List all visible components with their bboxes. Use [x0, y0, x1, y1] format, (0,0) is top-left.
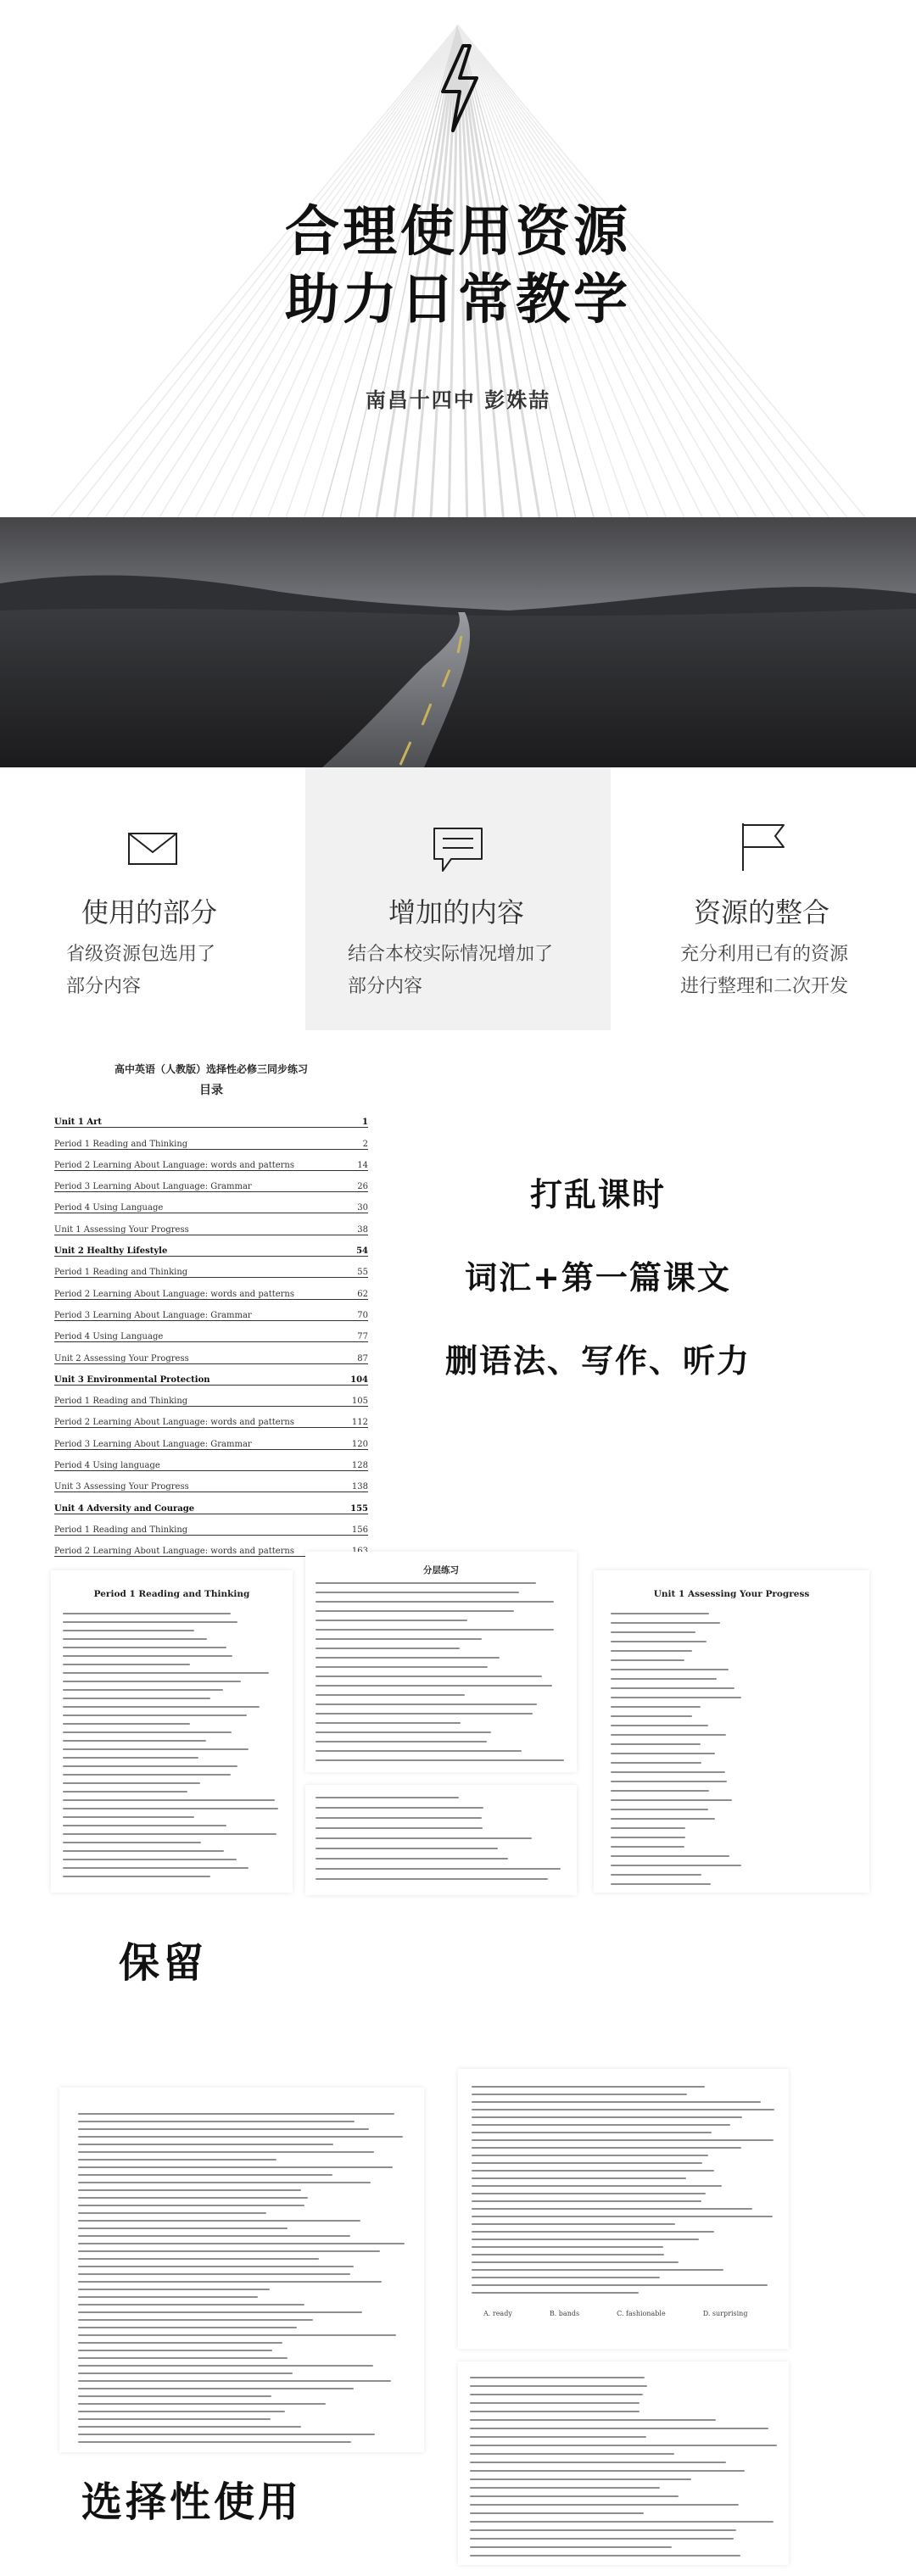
answer-option: A. ready — [483, 2310, 512, 2317]
feature-title: 资源的整合 — [694, 896, 830, 928]
text-line-placeholder — [470, 2555, 740, 2556]
text-line-placeholder — [63, 1731, 232, 1733]
features-section — [0, 767, 916, 1039]
feature-desc-line2: 进行整理和二次开发 — [680, 976, 849, 997]
text-line-placeholder — [470, 2428, 768, 2429]
text-line-placeholder — [78, 2434, 375, 2435]
text-line-placeholder — [316, 1759, 564, 1761]
text-line-placeholder — [470, 2495, 679, 2497]
text-line-placeholder — [78, 2380, 391, 2382]
text-line-placeholder — [611, 1818, 715, 1820]
text-line-placeholder — [78, 2182, 371, 2183]
worksheet-page-layered — [305, 1552, 577, 1772]
toc-row-page: 104 — [350, 1374, 368, 1385]
toc-row-page: 105 — [351, 1397, 368, 1407]
text-line-placeholder — [472, 2185, 722, 2187]
toc-row — [54, 1107, 368, 1128]
text-line-placeholder — [472, 2239, 699, 2240]
text-line-placeholder — [63, 1765, 237, 1767]
answer-options-row — [483, 2308, 747, 2319]
road-photo — [0, 517, 916, 767]
toc-row-label: Period 1 Reading and Thinking — [54, 1268, 188, 1278]
text-line-placeholder — [472, 2094, 687, 2095]
toc-row-page: 70 — [357, 1310, 368, 1320]
text-line-placeholder — [78, 2395, 271, 2397]
worksheet-page-layered-2 — [305, 1785, 577, 1895]
text-line-placeholder — [472, 2216, 773, 2217]
text-line-placeholder — [611, 1659, 684, 1661]
text-line-placeholder — [78, 2266, 354, 2267]
text-line-placeholder — [63, 1842, 201, 1843]
text-line-placeholder — [78, 2350, 272, 2351]
text-line-placeholder — [78, 2212, 266, 2214]
toc-document-title: 高中英语（人教版）选择性必修三同步练习 — [114, 1063, 308, 1075]
text-line-placeholder — [63, 1638, 207, 1640]
toc-row-label: Unit 1 Assessing Your Progress — [54, 1224, 189, 1235]
text-line-placeholder — [78, 2311, 362, 2313]
toc-row — [54, 1492, 368, 1514]
text-line-placeholder — [63, 1664, 190, 1665]
toc-row — [54, 1128, 368, 1149]
toc-row-label: Period 3 Learning About Language: Grammar — [54, 1439, 252, 1449]
toc-row-label: Period 3 Learning About Language: Grammar — [54, 1182, 252, 1192]
feature-resource-integration — [611, 767, 899, 1030]
hero-author: 南昌十四中 彭姝喆 — [365, 388, 551, 412]
text-line-placeholder — [316, 1703, 537, 1705]
text-line-placeholder — [63, 1825, 226, 1826]
text-line-placeholder — [472, 2193, 706, 2194]
answer-option: C. fashionable — [617, 2310, 666, 2317]
text-line-placeholder — [316, 1666, 488, 1668]
text-line-placeholder — [611, 1753, 715, 1754]
text-line-placeholder — [472, 2231, 714, 2233]
hero-section — [0, 0, 916, 517]
text-line-placeholder — [78, 2342, 282, 2344]
toc-row-label: Unit 1 Art — [54, 1118, 102, 1128]
toc-row-label: Period 2 Learning About Language: words and patterns — [54, 1547, 294, 1557]
text-line-placeholder — [78, 2189, 301, 2191]
lightning-bolt-icon — [438, 44, 482, 132]
text-line-placeholder — [470, 2377, 645, 2378]
text-line-placeholder — [611, 1799, 732, 1801]
text-line-placeholder — [63, 1715, 247, 1716]
toc-row — [54, 1321, 368, 1342]
bullet-vocab-first-text: 词汇+第一篇课文 — [465, 1259, 731, 1296]
toc-document — [54, 1062, 368, 1557]
toc-row-label: Period 1 Reading and Thinking — [54, 1525, 188, 1535]
text-line-placeholder — [316, 1750, 522, 1752]
table-of-contents-section — [0, 1043, 916, 1557]
feature-desc-line1: 充分利用已有的资源 — [680, 944, 849, 965]
text-line-placeholder — [78, 2136, 403, 2138]
selective-use-section — [0, 2069, 916, 2576]
toc-row — [54, 1278, 368, 1299]
text-line-placeholder — [611, 1622, 720, 1624]
toc-row-page: 155 — [350, 1503, 368, 1514]
text-line-placeholder — [63, 1867, 249, 1869]
text-line-placeholder — [316, 1592, 519, 1593]
text-line-placeholder — [63, 1791, 187, 1793]
text-line-placeholder — [472, 2109, 774, 2110]
text-line-placeholder — [611, 1837, 685, 1838]
text-line-placeholder — [316, 1848, 498, 1849]
toc-row-label: Period 4 Using language — [54, 1461, 160, 1471]
text-line-placeholder — [63, 1740, 206, 1742]
toc-row-page: 62 — [357, 1289, 368, 1299]
text-line-placeholder — [78, 2250, 380, 2252]
text-line-placeholder — [316, 1797, 459, 1798]
text-line-placeholder — [472, 2254, 664, 2255]
text-line-placeholder — [470, 2411, 640, 2412]
text-line-placeholder — [63, 1689, 223, 1691]
toc-row-page: 120 — [351, 1439, 368, 1449]
text-line-placeholder — [470, 2419, 716, 2421]
toc-row — [54, 1171, 368, 1192]
text-line-placeholder — [78, 2113, 394, 2115]
text-line-placeholder — [78, 2144, 333, 2145]
worksheet-page-title: 分层练习 — [423, 1565, 459, 1575]
text-line-placeholder — [472, 2177, 686, 2179]
toc-row-label: Period 4 Using Language — [54, 1203, 164, 1213]
toc-row — [54, 1213, 368, 1235]
text-line-placeholder — [472, 2261, 679, 2263]
answer-grid-page — [458, 2361, 789, 2565]
text-line-placeholder — [470, 2529, 736, 2531]
text-line-placeholder — [316, 1648, 460, 1649]
text-line-placeholder — [63, 1681, 241, 1682]
text-line-placeholder — [78, 2235, 350, 2237]
reading-passage-page — [59, 2088, 424, 2452]
text-line-placeholder — [78, 2418, 271, 2420]
toc-row-label: Period 2 Learning About Language: words and patterns — [54, 1418, 294, 1428]
toc-row-label: Unit 2 Healthy Lifestyle — [54, 1246, 168, 1257]
text-line-placeholder — [611, 1874, 701, 1876]
toc-row-label: Unit 3 Environmental Protection — [54, 1374, 210, 1385]
feature-desc-line2: 部分内容 — [66, 976, 142, 997]
text-line-placeholder — [611, 1883, 711, 1885]
text-line-placeholder — [472, 2269, 723, 2271]
text-line-placeholder — [63, 1816, 194, 1818]
text-line-placeholder — [470, 2436, 646, 2438]
text-line-placeholder — [611, 1809, 708, 1810]
text-line-placeholder — [78, 2334, 396, 2336]
text-line-placeholder — [316, 1638, 482, 1640]
toc-row-page: 26 — [357, 1182, 368, 1192]
text-line-placeholder — [611, 1827, 685, 1829]
text-line-placeholder — [63, 1757, 198, 1759]
selective-use-label: 选择性使用 — [81, 2478, 303, 2526]
text-line-placeholder — [63, 1630, 194, 1631]
text-line-placeholder — [78, 2128, 369, 2130]
cloze-passage-page — [458, 2069, 789, 2349]
text-line-placeholder — [63, 1859, 237, 1860]
text-line-placeholder — [316, 1620, 467, 1621]
text-line-placeholder — [316, 1713, 533, 1715]
text-line-placeholder — [611, 1631, 695, 1633]
toc-row-label: Period 2 Learning About Language: words and patterns — [54, 1160, 294, 1170]
text-line-placeholder — [78, 2281, 382, 2283]
text-line-placeholder — [78, 2426, 301, 2428]
text-line-placeholder — [78, 2159, 276, 2161]
text-line-placeholder — [472, 2208, 752, 2210]
text-line-placeholder — [472, 2246, 663, 2248]
toc-row-page: 112 — [351, 1418, 368, 1428]
text-line-placeholder — [316, 1868, 561, 1870]
toc-row-label: Period 2 Learning About Language: words and patterns — [54, 1289, 294, 1299]
text-line-placeholder — [78, 2289, 270, 2290]
text-line-placeholder — [611, 1790, 709, 1792]
text-line-placeholder — [78, 2166, 393, 2168]
text-line-placeholder — [63, 1850, 224, 1852]
toc-row — [54, 1471, 368, 1492]
feature-desc-line1: 省级资源包选用了 — [66, 944, 216, 965]
toc-row — [54, 1428, 368, 1449]
text-line-placeholder — [316, 1610, 514, 1612]
text-line-placeholder — [78, 2220, 360, 2222]
text-line-placeholder — [316, 1685, 552, 1687]
text-line-placeholder — [316, 1827, 483, 1829]
text-line-placeholder — [470, 2470, 745, 2472]
text-line-placeholder — [470, 2504, 739, 2506]
text-line-placeholder — [470, 2546, 672, 2548]
worksheet-page-assessing — [594, 1570, 869, 1893]
text-line-placeholder — [316, 1629, 554, 1631]
text-line-placeholder — [316, 1676, 542, 1677]
text-line-placeholder — [63, 1876, 210, 1877]
text-line-placeholder — [316, 1731, 491, 1733]
toc-row — [54, 1450, 368, 1471]
toc-row-label: Period 4 Using Language — [54, 1332, 164, 1342]
text-line-placeholder — [611, 1613, 709, 1614]
text-line-placeholder — [316, 1807, 483, 1809]
text-line-placeholder — [470, 2402, 640, 2404]
bullet-shuffle-periods: 打乱课时 — [529, 1176, 666, 1213]
text-line-placeholder — [316, 1722, 461, 1724]
toc-row-page: 55 — [357, 1268, 368, 1278]
text-line-placeholder — [470, 2445, 777, 2446]
text-line-placeholder — [63, 1706, 260, 1708]
text-line-placeholder — [611, 1762, 701, 1764]
envelope-icon — [127, 832, 178, 866]
text-line-placeholder — [316, 1582, 536, 1584]
text-line-placeholder — [78, 2327, 297, 2328]
toc-row — [54, 1235, 368, 1257]
text-line-placeholder — [78, 2403, 326, 2405]
text-line-placeholder — [472, 2284, 768, 2286]
text-line-placeholder — [78, 2205, 304, 2206]
text-line-placeholder — [78, 2388, 354, 2389]
text-line-placeholder — [472, 2162, 702, 2164]
text-line-placeholder — [78, 2151, 374, 2153]
toc-row — [54, 1386, 368, 1407]
flag-icon — [740, 822, 787, 873]
toc-row-label: Period 3 Learning About Language: Grammar — [54, 1310, 252, 1320]
hero-title-line2: 助力日常教学 — [285, 268, 631, 332]
text-line-placeholder — [78, 2365, 373, 2367]
text-line-placeholder — [611, 1687, 734, 1689]
toc-row-page: 1 — [362, 1118, 368, 1128]
text-line-placeholder — [63, 1774, 231, 1776]
text-line-placeholder — [470, 2538, 734, 2540]
worksheet-retained-section — [0, 1526, 916, 2077]
text-line-placeholder — [316, 1657, 500, 1659]
text-line-placeholder — [472, 2170, 714, 2172]
toc-row-page: 14 — [357, 1160, 368, 1170]
text-line-placeholder — [78, 2243, 405, 2244]
text-line-placeholder — [78, 2228, 288, 2229]
text-line-placeholder — [472, 2147, 741, 2149]
toc-row — [54, 1192, 368, 1213]
toc-row-label: Period 1 Reading and Thinking — [54, 1139, 188, 1149]
text-line-placeholder — [611, 1734, 726, 1736]
text-line-placeholder — [472, 2086, 705, 2088]
text-line-placeholder — [472, 2101, 761, 2103]
text-line-placeholder — [78, 2121, 355, 2122]
text-line-placeholder — [78, 2258, 319, 2260]
text-line-placeholder — [611, 1781, 727, 1782]
toc-row-page: 2 — [362, 1139, 368, 1149]
text-line-placeholder — [316, 1878, 548, 1880]
text-line-placeholder — [78, 2319, 313, 2321]
feature-added-content — [305, 767, 611, 1030]
road-landscape-image — [0, 517, 916, 767]
toc-row — [54, 1257, 368, 1278]
worksheet-page-title: Unit 1 Assessing Your Progress — [653, 1589, 810, 1599]
toc-row-page: 138 — [351, 1482, 368, 1492]
worksheet-page-reading — [51, 1570, 293, 1893]
answer-option: B. bands — [549, 2310, 580, 2317]
text-line-placeholder — [470, 2462, 726, 2463]
text-line-placeholder — [63, 1655, 232, 1657]
text-line-placeholder — [316, 1837, 532, 1839]
text-line-placeholder — [611, 1725, 708, 1726]
worksheet-page-title: Period 1 Reading and Thinking — [93, 1589, 250, 1599]
text-line-placeholder — [611, 1771, 725, 1773]
text-line-placeholder — [78, 2296, 258, 2298]
text-line-placeholder — [472, 2277, 660, 2278]
text-line-placeholder — [470, 2487, 660, 2489]
toc-row-page: 87 — [357, 1353, 368, 1363]
text-line-placeholder — [611, 1743, 701, 1745]
toc-row-page: 30 — [357, 1203, 368, 1213]
text-line-placeholder — [472, 2139, 774, 2141]
text-line-placeholder — [611, 1855, 729, 1857]
toc-row — [54, 1300, 368, 1321]
text-line-placeholder — [472, 2132, 712, 2133]
text-line-placeholder — [316, 1817, 482, 1819]
text-line-placeholder — [63, 1833, 276, 1835]
text-line-placeholder — [470, 2512, 644, 2514]
toc-row-page: 156 — [351, 1525, 368, 1535]
toc-row-page: 38 — [357, 1224, 368, 1235]
text-line-placeholder — [611, 1669, 729, 1670]
chat-message-icon — [433, 827, 483, 873]
text-line-placeholder — [63, 1672, 269, 1674]
toc-row — [54, 1150, 368, 1171]
text-line-placeholder — [78, 2357, 288, 2359]
text-line-placeholder — [470, 2394, 643, 2395]
text-line-placeholder — [611, 1846, 684, 1848]
text-line-placeholder — [470, 2521, 774, 2523]
toc-row-label: Period 1 Reading and Thinking — [54, 1397, 188, 1407]
toc-row-page: 77 — [357, 1332, 368, 1342]
feature-desc-line1: 结合本校实际情况增加了 — [348, 944, 554, 965]
text-line-placeholder — [470, 2385, 647, 2387]
text-line-placeholder — [472, 2292, 639, 2294]
text-line-placeholder — [316, 1741, 487, 1742]
toc-row — [54, 1342, 368, 1363]
text-line-placeholder — [63, 1647, 226, 1648]
text-line-placeholder — [316, 1694, 465, 1696]
feature-desc-line2: 部分内容 — [348, 976, 423, 997]
text-line-placeholder — [611, 1706, 701, 1708]
text-line-placeholder — [470, 2453, 674, 2455]
toc-row — [54, 1364, 368, 1386]
hero-title-line1: 合理使用资源 — [285, 200, 631, 264]
toc-rows — [54, 1107, 368, 1557]
toc-row-page: 54 — [356, 1246, 368, 1257]
text-line-placeholder — [611, 1650, 692, 1652]
text-line-placeholder — [472, 2155, 708, 2156]
text-line-placeholder — [63, 1748, 249, 1750]
toc-row-label: Unit 2 Assessing Your Progress — [54, 1353, 189, 1363]
text-line-placeholder — [472, 2223, 675, 2225]
text-line-placeholder — [611, 1865, 741, 1866]
toc-row — [54, 1407, 368, 1428]
text-line-placeholder — [611, 1641, 707, 1642]
toc-row-page: 128 — [351, 1461, 368, 1471]
text-line-placeholder — [472, 2124, 730, 2126]
text-line-placeholder — [63, 1613, 231, 1614]
text-line-placeholder — [611, 1715, 692, 1717]
bullet-delete-grammar: 删语法、写作、听力 — [444, 1342, 751, 1380]
text-line-placeholder — [63, 1808, 278, 1809]
text-line-placeholder — [63, 1782, 200, 1784]
toc-row-label: Unit 4 Adversity and Courage — [54, 1503, 195, 1514]
text-line-placeholder — [63, 1799, 275, 1801]
text-line-placeholder — [63, 1621, 237, 1623]
answer-option: D. surprising — [702, 2310, 748, 2317]
text-line-placeholder — [63, 1698, 210, 1699]
feature-title: 增加的内容 — [388, 896, 525, 928]
text-line-placeholder — [78, 2441, 351, 2443]
text-line-placeholder — [78, 2174, 332, 2176]
text-line-placeholder — [78, 2273, 350, 2275]
toc-row-label: Unit 3 Assessing Your Progress — [54, 1482, 189, 1492]
text-line-placeholder — [78, 2372, 293, 2374]
text-line-placeholder — [472, 2200, 701, 2202]
text-line-placeholder — [78, 2304, 304, 2306]
text-line-placeholder — [470, 2478, 691, 2480]
text-line-placeholder — [63, 1723, 190, 1725]
feature-title: 使用的部分 — [81, 896, 218, 928]
text-line-placeholder — [316, 1601, 554, 1603]
text-line-placeholder — [78, 2197, 308, 2199]
text-line-placeholder — [78, 2411, 285, 2412]
feature-used-part — [34, 767, 305, 1030]
text-line-placeholder — [472, 2116, 742, 2118]
text-line-placeholder — [316, 1858, 508, 1860]
toc-document-subtitle: 目录 — [199, 1084, 223, 1097]
text-line-placeholder — [611, 1678, 717, 1680]
retained-label: 保留 — [119, 1939, 208, 1987]
text-line-placeholder — [611, 1697, 741, 1698]
